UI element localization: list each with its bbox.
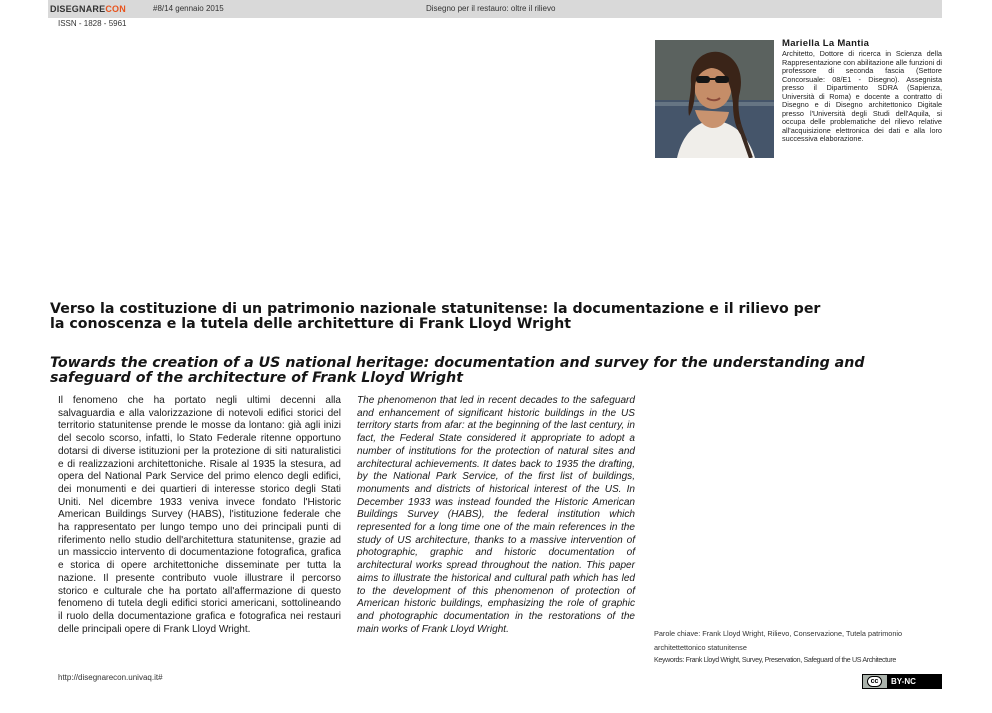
author-bio: Architetto, Dottore di ricerca in Scienza della Rappresentazione con abilitazione alle funzioni di professore di seconda fascia (Settore Concorsuale: 08/E1 - Disegno). Assegnista presso il Dipartimento SDRA (Sapienza, Università di Roma) e docente a contratto di Disegno e di Disegno architettonico Digitale presso l'Università degli Studi dell'Aquila, si occupa delle problematiche del rilievo relative all'acquisizione elettronica dei dati e alla loro successiva elaborazione. [782,49,942,143]
journal-url-link[interactable]: http://disegnarecon.univaq.it# [58,673,163,682]
issue-number: #8/14 gennaio 2015 [153,4,224,13]
cc-license-badge[interactable] [862,674,942,689]
brand-part-1: DISEGNARE [50,4,106,14]
abstract-italian: Il fenomeno che ha portato negli ultimi decenni alla salvaguardia e alla valorizzazione di notevoli edifici storici del territorio statunitense prende le mosse da lontano: già agli inizi del secolo scorso, infatti, lo Stato Federale ritenne opportuno dotarsi di diverse istituzioni per la protezione di siti naturalistici e di realizzazioni architettoniche. Risale al 1935 la stesura, ad opera del National Park Service del primo elenco degli edifici, dei monumenti e dei quartieri di interesse storico degli Stati Uniti. Nel dicembre 1933 veniva invece fondato l'Historic American Buildings Survey (HABS), l'istituzione federale che ha rappresentato per lungo tempo uno dei principali punti di riferimento nello studio dell'architettura statunitense, grazie ad un massiccio intervento di documentazione fotografica, grafica e storica di opere architettoniche disseminate per tutta la nazione. Il presente contributo vuole illustrare il percorso storico e culturale che ha portato all'affermazione di questo fenomeno di tutela degli edifici storici americani, sottolineando il ruolo della documentazione grafica e fotografica nei restauri delle principali opere di Frank Lloyd Wright. [58,395,341,635]
keywords-italian: Parole chiave: Frank Lloyd Wright, Rilievo, Conservazione, Tutela patrimonio architettettonico statunitense [654,629,903,652]
author-portrait-image [655,40,774,158]
keywords-english: Keywords: Frank Lloyd Wright, Survey, Preservation, Safeguard of the US Architecture [654,656,896,664]
author-photo [655,40,774,158]
issn: ISSN - 1828 - 5961 [58,19,127,28]
cc-badge-background [863,675,887,688]
abstract-english: The phenomenon that led in recent decades to the safeguard and enhancement of significant historic buildings in the US territory starts from afar: at the beginning of the last century, in fact, the Federal State considered it appropriate to adopt a number of institutions for the protection of natural sites and architectural achievements. It dates back to 1935 the drafting, by the National Park Service, of the first list of buildings, monuments and districts of historical interest of the US. In December 1933 was instead founded the Historic American Buildings Survey (HABS), the federal institution which represented for a long time one of the main references in the study of US architecture, thanks to a massive intervention of photographic, graphic and historic documentation of architectural works spread throughout the nation. This paper aims to illustrate the historical and cultural path which has led to the development of this phenomenon of protection of American historic buildings, emphasizing the role of graphic and photographic documentation in the restorations of the main works of Frank Lloyd Wright. [357,395,635,635]
article-title-english: Towards the creation of a US national heritage: documentation and survey for the understanding and safeguard of the architecture of Frank Lloyd Wright [50,355,865,386]
header-bar [48,0,942,18]
author-name: Mariella La Mantia [782,38,870,49]
section-title: Disegno per il restauro: oltre il rilievo [426,4,556,13]
cc-icon: cc [867,676,882,687]
brand-part-2: CON [105,4,126,14]
journal-brand[interactable] [50,0,126,18]
article-title-italian: Verso la costituzione di un patrimonio nazionale statunitense: la documentazione e il rilievo per la conoscenza e la tutela delle architetture di Frank Lloyd Wright [50,301,821,332]
license-label: BY-NC [891,677,916,686]
